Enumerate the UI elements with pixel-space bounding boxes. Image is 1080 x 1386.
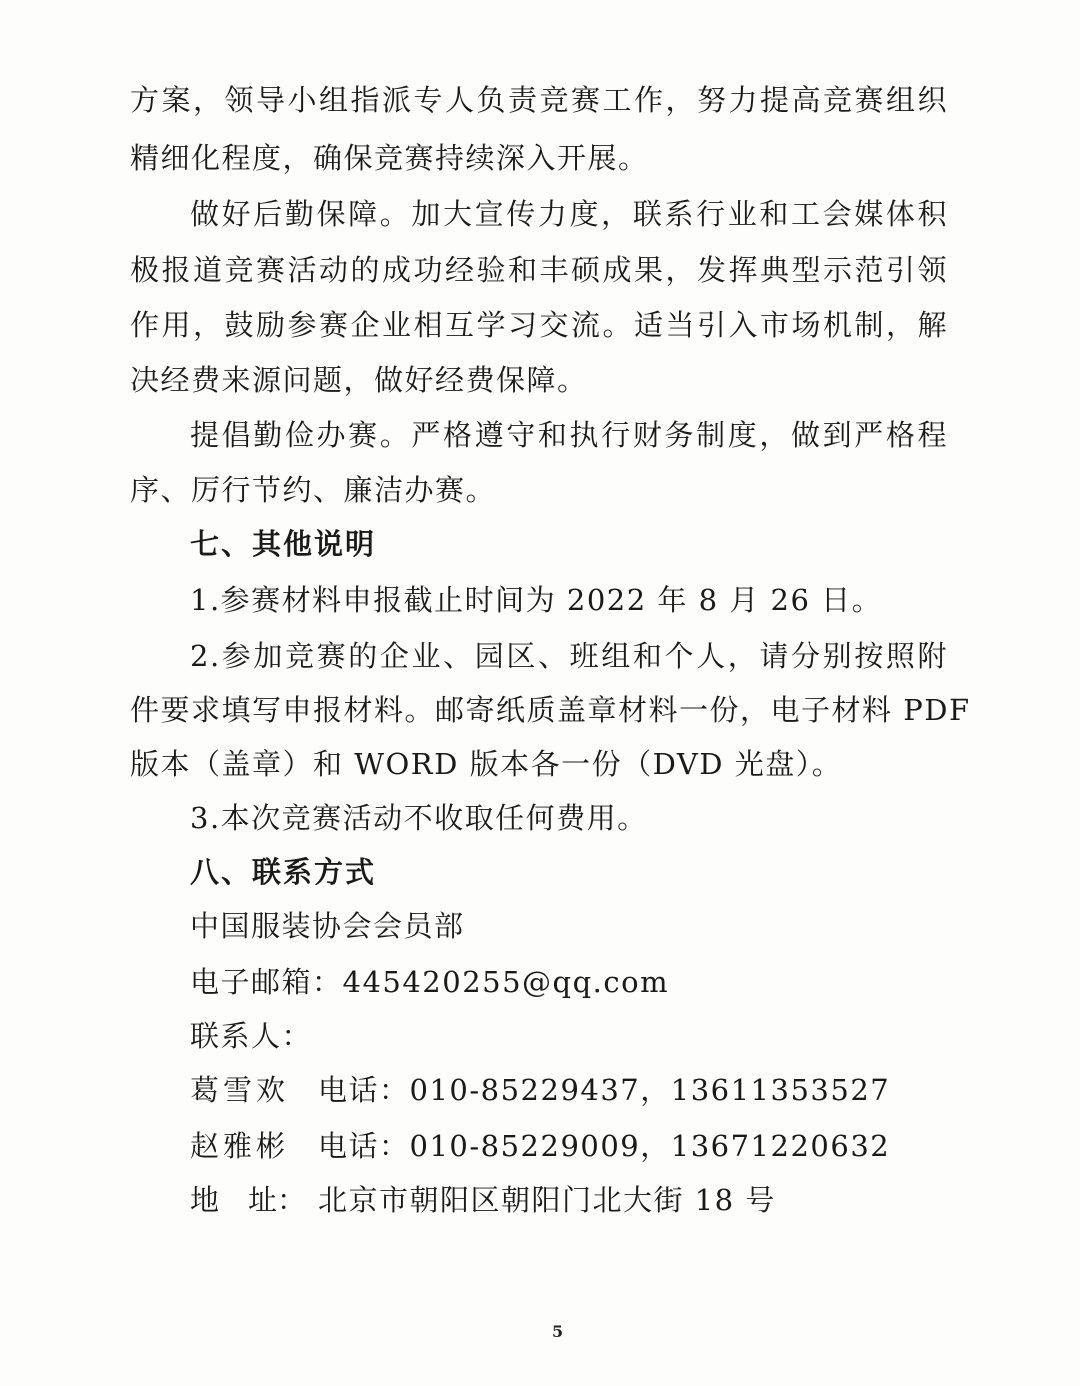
section-7-heading: 七、其他说明 [190, 527, 377, 561]
section-8-heading: 八、联系方式 [190, 855, 377, 889]
section-7-item-2-line-1: 2.参加竞赛的企业、园区、班组和个人，请分别按照附 [190, 639, 948, 673]
paragraph-1-line-2: 精细化程度，确保竞赛持续深入开展。 [130, 141, 649, 175]
paragraph-2-line-4: 决经费来源问题，做好经费保障。 [130, 363, 588, 397]
contact-phone-1: 电话：010-85229437，13611353527 [318, 1073, 891, 1107]
address-label: 地 址： [190, 1183, 307, 1217]
section-7-item-1: 1.参赛材料申报截止时间为 2022 年 8 月 26 日。 [190, 583, 883, 617]
paragraph-2-line-3: 作用，鼓励参赛企业相互学习交流。适当引入市场机制，解 [130, 308, 948, 342]
section-7-item-2-line-3: 版本（盖章）和 WORD 版本各一份（DVD 光盘）。 [130, 747, 843, 781]
paragraph-2-line-2: 极报道竞赛活动的成功经验和丰硕成果，发挥典型示范引领 [130, 253, 948, 287]
section-7-item-3: 3.本次竞赛活动不收取任何费用。 [190, 801, 648, 835]
organization-name: 中国服装协会会员部 [190, 909, 465, 943]
contact-name-2: 赵雅彬 [190, 1129, 290, 1163]
page-number: 5 [552, 1322, 564, 1341]
section-7-item-2-line-2: 件要求填写申报材料。邮寄纸质盖章材料一份，电子材料 PDF [130, 693, 971, 727]
paragraph-1-line-1: 方案，领导小组指派专人负责竞赛工作，努力提高竞赛组织 [130, 83, 948, 117]
paragraph-2-line-1: 做好后勤保障。加大宣传力度，联系行业和工会媒体积 [190, 197, 948, 231]
email-line: 电子邮箱：445420255@qq.com [190, 965, 670, 999]
contact-phone-2: 电话：010-85229009，13671220632 [318, 1129, 891, 1163]
paragraph-3-line-1: 提倡勤俭办赛。严格遵守和执行财务制度，做到严格程 [190, 418, 948, 452]
paragraph-3-line-2: 序、厉行节约、廉洁办赛。 [130, 473, 497, 507]
contact-label: 联系人： [190, 1019, 313, 1053]
contact-name-1: 葛雪欢 [190, 1073, 290, 1107]
address-value: 北京市朝阳区朝阳门北大街 18 号 [318, 1183, 776, 1217]
